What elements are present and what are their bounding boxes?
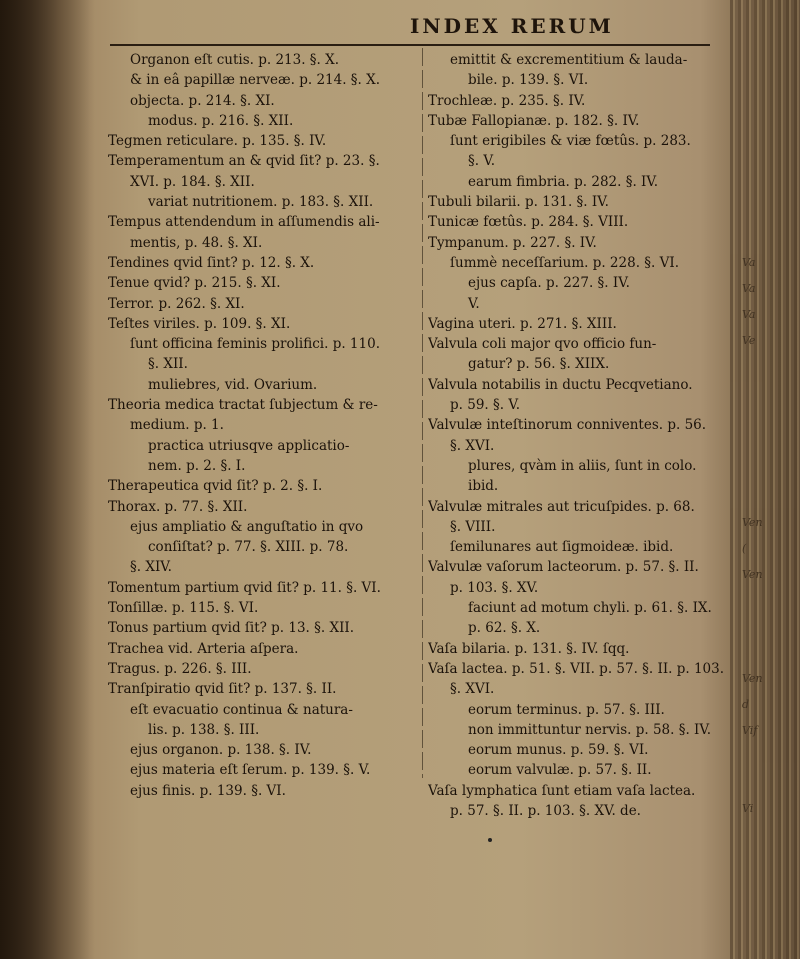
index-entry: variat nutritionem. p. 183. §. XII. (148, 194, 374, 211)
index-entry: conſiſtat? p. 77. §. XIII. p. 78. (148, 539, 349, 556)
index-entry: ejus organon. p. 138. §. IV. (130, 742, 312, 759)
index-entry: Theoria medica tractat ſubjectum & re- (108, 397, 378, 414)
index-entry: p. 57. §. II. p. 103. §. XV. de. (450, 802, 641, 819)
column-divider (422, 48, 423, 778)
index-entry: ibid. (468, 478, 499, 495)
index-entry: medium. p. 1. (130, 417, 224, 434)
edge-fragment: Va (742, 256, 756, 269)
index-entry: gatur? p. 56. §. XIIX. (468, 356, 610, 373)
edge-fragment (742, 484, 792, 510)
index-entry: ſemilunares aut ſigmoideæ. ibid. (450, 539, 674, 556)
index-entry: Vaſa bilaria. p. 131. §. IV. ſqq. (428, 640, 630, 657)
index-entry: Tunicæ fœtûs. p. 284. §. VIII. (428, 214, 629, 231)
index-entry: practica utriusqve applicatio- (148, 437, 350, 454)
adjacent-page-fragments (742, 250, 792, 822)
index-entry: Tubuli bilarii. p. 131. §. IV. (428, 194, 609, 211)
index-entry: eorum munus. p. 59. §. VI. (468, 742, 649, 759)
index-entry: p. 62. §. X. (468, 620, 541, 637)
index-entry: §. V. (468, 153, 496, 170)
index-entry: ejus capſa. p. 227. §. IV. (468, 275, 630, 292)
index-entry: ſunt erigibiles & viæ fœtûs. p. 283. (450, 133, 691, 150)
binding-shadow (0, 0, 95, 959)
index-entry: Trachea vid. Arteria aſpera. (108, 640, 299, 657)
index-entry: p. 59. §. V. (450, 397, 520, 414)
index-entry: §. VIII. (450, 518, 496, 535)
edge-fragment: Va (742, 308, 756, 321)
edge-fragment (742, 770, 792, 796)
index-entry: mentis, p. 48. §. XI. (130, 234, 263, 251)
edge-fragment (742, 354, 792, 380)
index-entry: Vaſa lymphatica ſunt etiam vaſa lactea. (428, 782, 696, 799)
index-entry: emittit & excrementitium & lauda- (450, 52, 688, 68)
edge-fragment (742, 406, 792, 432)
index-entry: Tubæ Fallopianæ. p. 182. §. IV. (428, 112, 640, 129)
index-entry: ejus materia eſt ſerum. p. 139. §. V. (130, 762, 371, 779)
edge-fragment (742, 744, 792, 770)
index-entry: ſummè neceſſarium. p. 228. §. VI. (450, 254, 679, 271)
index-entry: Vagina uteri. p. 271. §. XIII. (428, 315, 617, 332)
ink-spot (488, 838, 492, 842)
edge-fragment (742, 380, 792, 406)
edge-fragment: Ven (742, 672, 763, 685)
index-entry: modus. p. 216. §. XII. (148, 112, 294, 129)
index-entry: XVI. p. 184. §. XII. (130, 173, 255, 190)
index-entry: Temperamentum an & qvid ſit? p. 23. §. (108, 153, 380, 170)
index-column-left (108, 50, 420, 801)
edge-fragment: d (742, 698, 750, 711)
index-entry: Valvula coli major qvo officio fun- (428, 336, 657, 353)
index-entry: eorum terminus. p. 57. §. III. (468, 701, 665, 718)
index-entry: objecta. p. 214. §. XI. (130, 92, 275, 109)
index-entry: ejus finis. p. 139. §. VI. (130, 782, 286, 799)
index-entry: Tranſpiratio qvid ſit? p. 137. §. II. (108, 681, 337, 698)
index-entry: Vaſa lactea. p. 51. §. VII. p. 57. §. II. p. 103. (428, 660, 725, 677)
index-entry: Thorax. p. 77. §. XII. (108, 498, 248, 515)
index-entry: non immittuntur nervis. p. 58. §. IV. (468, 721, 712, 738)
index-entry: & in eâ papillæ nerveæ. p. 214. §. X. (130, 72, 381, 89)
index-entry: §. XIV. (130, 559, 172, 576)
running-head: INDEX RERUM (410, 14, 614, 38)
edge-fragment (742, 432, 792, 458)
index-entry: eorum valvulæ. p. 57. §. II. (468, 762, 652, 779)
index-entry: p. 103. §. XV. (450, 579, 539, 596)
index-entry: Trochleæ. p. 235. §. IV. (428, 92, 586, 109)
edge-fragment: Ve (742, 334, 756, 347)
edge-fragment: Vi (742, 802, 754, 815)
index-entry: §. XVI. (450, 437, 495, 454)
index-entry: Tegmen reticulare. p. 135. §. IV. (108, 133, 327, 150)
index-entry: Tendines qvid ſint? p. 12. §. X. (108, 254, 315, 271)
index-entry: Therapeutica qvid ſit? p. 2. §. I. (108, 478, 323, 495)
index-entry: Teſtes viriles. p. 109. §. XI. (108, 315, 291, 332)
index-entry: eſt evacuatio continua & natura- (130, 701, 353, 718)
index-entry: Tenue qvid? p. 215. §. XI. (108, 275, 281, 292)
index-entry: Valvulæ vaſorum lacteorum. p. 57. §. II. (428, 559, 699, 576)
index-entry: Organon eſt cutis. p. 213. §. X. (130, 52, 340, 68)
index-column-right (428, 50, 728, 821)
index-entry: §. XVI. (450, 681, 495, 698)
edge-fragment: Ven (742, 568, 763, 581)
edge-fragment (742, 640, 792, 666)
header-rule (110, 44, 710, 46)
edge-fragment: Va (742, 282, 756, 295)
index-entry: ſunt officina feminis prolifici. p. 110. (130, 336, 380, 353)
index-entry: nem. p. 2. §. I. (148, 457, 246, 474)
index-entry: V. (468, 295, 480, 312)
edge-fragment (742, 588, 792, 614)
edge-fragment: Vif (742, 724, 758, 737)
index-entry: ejus ampliatio & anguſtatio in qvo (130, 518, 364, 535)
index-entry: muliebres, vid. Ovarium. (148, 376, 318, 393)
index-entry: §. XII. (148, 356, 188, 373)
edge-fragment: Ven (742, 516, 763, 529)
index-entry: faciunt ad motum chyli. p. 61. §. IX. (468, 600, 712, 617)
edge-fragment (742, 458, 792, 484)
index-entry: Tonſillæ. p. 115. §. VI. (108, 600, 259, 617)
index-entry: Tempus attendendum in aſſumendis ali- (108, 214, 380, 231)
index-entry: Valvulæ inteſtinorum conniventes. p. 56. (428, 417, 707, 434)
adjacent-page-edge (730, 0, 800, 959)
index-entry: bile. p. 139. §. VI. (468, 72, 589, 89)
index-entry: earum fimbria. p. 282. §. IV. (468, 173, 659, 190)
index-entry: Tympanum. p. 227. §. IV. (428, 234, 597, 251)
edge-fragment: ( (742, 542, 747, 555)
index-entry: Tomentum partium qvid ſit? p. 11. §. VI. (108, 579, 381, 596)
edge-fragment (742, 614, 792, 640)
index-entry: Tragus. p. 226. §. III. (108, 660, 252, 677)
index-entry: Terror. p. 262. §. XI. (108, 295, 245, 312)
index-entry: Valvula notabilis in ductu Pecqvetiano. (428, 376, 693, 393)
index-entry: Valvulæ mitrales aut tricuſpides. p. 68. (428, 498, 695, 515)
index-entry: lis. p. 138. §. III. (148, 721, 260, 738)
index-entry: Tonus partium qvid ſit? p. 13. §. XII. (108, 620, 355, 637)
index-entry: plures, qvàm in aliis, ſunt in colo. (468, 457, 697, 474)
